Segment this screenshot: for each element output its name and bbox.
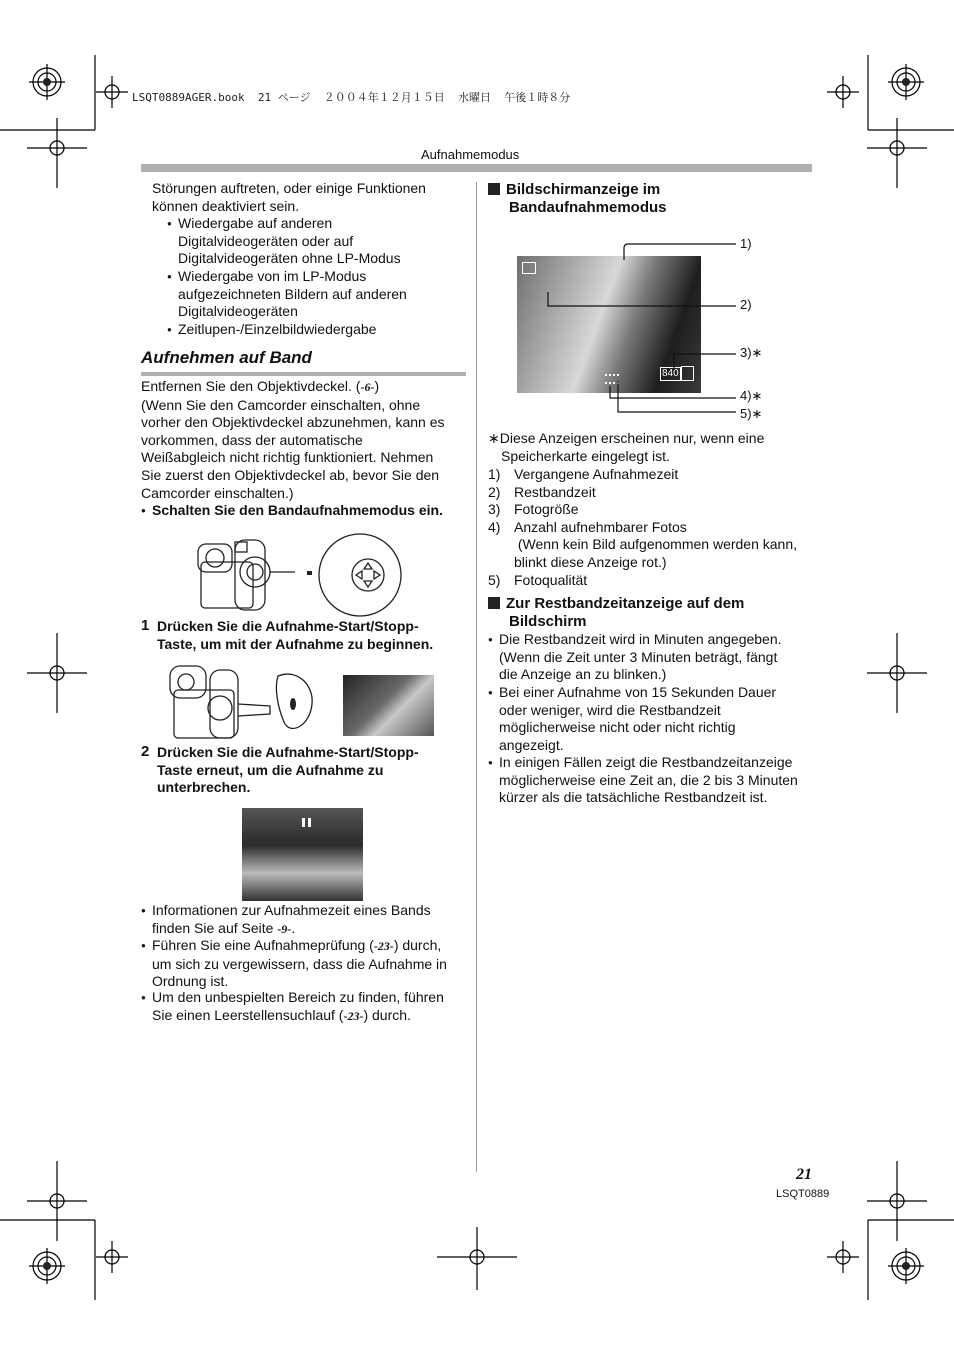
- intro-line: Störungen auftreten, oder einige Funktionen: [152, 180, 426, 196]
- legend-list: 1) Vergangene Aufnahmezeit 2) Restbandzeit 3) Fotogröße 4) Anzahl aufnehmbarer Fotos (Wenn kein Bild aufgenommen werden kann, blinkt diese Anzeige rot.) 5) Fotoqualität: [488, 466, 798, 588]
- step-text: Drücken Sie die Aufnahme-Start/Stopp- Taste, um mit der Aufnahme zu beginnen.: [157, 618, 434, 652]
- callout-label: 3)∗: [740, 345, 763, 360]
- callout-label: 1): [740, 236, 752, 251]
- section-header-bar: [141, 164, 812, 172]
- page-ref: -23-: [343, 1008, 364, 1023]
- subheading: Zur Restbandzeitanzeige auf dem Bildschirm: [488, 595, 744, 630]
- record-button-illustration: [166, 664, 316, 742]
- print-header: LSQT0889AGER.book 21 ページ ２００４年１２月１５日 水曜日 午後１時８分: [132, 91, 571, 104]
- square-bullet-icon: [488, 183, 500, 195]
- camcorder-mode-dial-illustration: [195, 532, 409, 618]
- page-ref: -9-: [277, 921, 292, 936]
- step-text: Drücken Sie die Aufnahme-Start/Stopp- Taste erneut, um die Aufnahme zu unterbrechen.: [157, 744, 419, 796]
- list-item: ● Informationen zur Aufnahmezeit eines Bands finden Sie auf Seite -9-.: [152, 902, 431, 938]
- intro-line: können deaktiviert sein.: [152, 198, 300, 214]
- square-bullet-icon: [488, 597, 500, 609]
- step-number: 2: [141, 743, 150, 760]
- list-item: ● Zeitlupen-/Einzelbildwiedergabe: [178, 321, 376, 339]
- page-number: 21: [796, 1166, 812, 1183]
- list-item: ● Die Restbandzeit wird in Minuten angegeben. (Wenn die Zeit unter 3 Minuten beträgt, fängt die Anzeige an zu blinken.): [499, 631, 782, 684]
- list-item: ● Um den unbespielten Bereich zu finden, führen Sie einen Leerstellensuchlauf (-23-) durch.: [152, 989, 444, 1025]
- mode-instruction: ● Schalten Sie den Bandaufnahmemodus ein.: [152, 502, 443, 520]
- callout-label: 4)∗: [740, 388, 763, 403]
- photo-recording-pause: [242, 808, 363, 901]
- list-item: ● Wiedergabe auf anderen Digitalvideogeräten oder auf Digitalvideogeräten ohne LP-Modus: [178, 215, 401, 268]
- list-item: ● In einigen Fällen zeigt die Restbandzeitanzeige möglicherweise eine Zeit an, die 2 bis 3 Minuten kürzer als die tatsächliche Restbandzeit ist.: [499, 754, 798, 807]
- list-item: ● Führen Sie eine Aufnahmeprüfung (-23-) durch, um sich zu vergewissern, dass die Aufnahme in Ordnung ist.: [152, 937, 447, 991]
- section-heading: Aufnehmen auf Band: [141, 348, 312, 367]
- heading-underline: [141, 372, 466, 376]
- callout-label: 5)∗: [740, 406, 763, 421]
- list-item: ● Wiedergabe von im LP-Modus aufgezeichneten Bildern auf anderen Digitalvideogeräten: [178, 268, 407, 321]
- photo-lion: [343, 675, 434, 736]
- callout-label: 2): [740, 297, 752, 312]
- callout-lines: [540, 236, 740, 421]
- paragraph: Entfernen Sie den Objektivdeckel. (-6-) (Wenn Sie den Camcorder einschalten, ohne vorher den Objektivdeckel abzunehmen, kann es vorkommen, dass der automatische Weißabgleich nicht richtig funktioniert. Nehmen Sie zuerst den Objektivdeckel ab, bevor Sie den Camcorder einschalten.): [141, 378, 445, 501]
- note: ∗Diese Anzeigen erscheinen nur, wenn eine Speicherkarte eingelegt ist.: [488, 430, 765, 464]
- page-ref: -6-: [360, 380, 375, 394]
- list-item: ● Bei einer Aufnahme von 15 Sekunden Dauer oder weniger, wird die Restbandzeit möglicherweise nicht oder nicht richtig angezeigt.: [499, 684, 776, 754]
- subheading: Bildschirmanzeige im Bandaufnahmemodus: [488, 181, 667, 216]
- photo-size-indicator: 840: [662, 368, 679, 379]
- step-number: 1: [141, 617, 150, 634]
- section-header: Aufnahmemodus: [421, 147, 520, 162]
- column-divider: [476, 182, 477, 1172]
- document-code: LSQT0889: [776, 1188, 830, 1200]
- page-ref: -23-: [373, 939, 394, 953]
